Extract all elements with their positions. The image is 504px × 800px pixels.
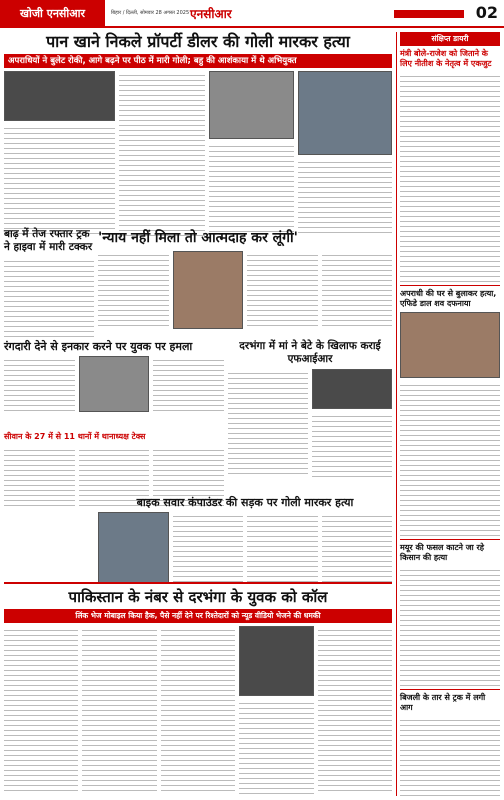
compounder-headline: बाइक सवार कंपाउंडर की सड़क पर गोली मारकर हत्या [136,496,354,509]
page-number: 02 [475,3,498,22]
truck-accident-text [4,257,94,337]
date-line: बिहार / दिल्ली, सोमवार 28 अगस्त 2025 [111,10,190,16]
pakistan-call-headline: पाकिस्तान के नंबर से दरभंगा के युवक को कॉल [4,582,392,607]
extortion-text [153,356,224,412]
lead-body-text [298,158,392,236]
lead-headline: पान खाने निकले प्रॉपर्टी डीलर की गोली मारकर हत्या [46,32,350,51]
crowd-mourning-photo [400,312,500,378]
brand-logo: खोजी एनसीआर [0,0,105,26]
pakistan-call-subhead: लिंक भेज मोबाइल किया हैक, पैसे नहीं देने पर रिश्तेदारों को न्यूड वीडियो भेजने की धमकी [4,609,392,623]
justice-story [98,228,392,331]
crime-scene-photo [209,71,294,139]
sidebar-item-4-headline: बिजली के तार से ट्रक में लगी आग [400,693,486,712]
compounder-text [247,512,318,584]
mother-fir-text [228,369,308,477]
crowd-photo [98,512,169,584]
sidebar-text [400,72,500,282]
police-photo [298,71,392,155]
mother-fir-headline: दरभंगा में मां ने बेटे के खिलाफ कराई एफआईआर [239,340,381,365]
siwan-story [4,430,224,506]
divider [400,285,500,286]
masthead [0,0,504,28]
lead-subhead: अपराधियों ने बुलेट रोकी, आगे बढ़ने पर पीठ में मारी गोली; बहु की आशंकाया में थे अभियुक्त [4,54,392,68]
truck-accident-story [4,228,94,337]
compounder-story [98,496,392,584]
sidebar [396,32,500,796]
justice-text [322,251,393,329]
compounder-text [173,512,244,584]
victim-portrait-photo [239,626,313,696]
lead-body-text [4,124,115,234]
divider [400,539,500,540]
pakistan-call-text [82,626,156,794]
compounder-text [322,512,393,584]
lead-story [4,32,392,241]
pakistan-call-text [239,699,313,794]
mother-fir-story [228,340,392,477]
sidebar-item-1-headline: मंत्री बोले-राजेश को जिताने के लिए नीतीश के नेतृत्व में एकजुट [400,49,492,68]
siwan-headline: सीवान के 27 में से 11 थानों में थानाध्यक्ष टेक्स [4,432,146,441]
extortion-text [4,356,75,412]
lead-body-text [119,71,204,236]
pakistan-call-text [4,626,78,794]
mother-fir-text [312,412,392,477]
justice-text [98,251,169,329]
truck-accident-headline: बाढ़ में तेज रफ्तार ट्रक ने हाइवा में मारी टक्कर [4,228,93,253]
siwan-text [4,446,75,506]
sidebar-text [400,716,500,796]
woman-protest-photo [173,251,244,329]
divider [400,689,500,690]
pakistan-call-story [4,582,392,794]
pakistan-call-text [161,626,235,794]
mother-photo [312,369,392,409]
victim-photo [4,71,115,121]
sidebar-item-2-headline: अपराधी की घर से बुलाकर हत्या, एफिडे डाल शव दफनाया [400,289,497,308]
section-title: एनसीआर [190,6,232,21]
header-accent-bar [394,10,464,18]
lead-body-text [209,142,294,236]
sidebar-item-3-headline: मयूर की फसल काटने जा रहे किसान की हत्या [400,543,485,562]
sidebar-text [400,566,500,686]
sidebar-tag: संक्षिप्त डायरी [400,32,500,46]
extortion-headline: रंगदारी देने से इनकार करने पर युवक पर हमला [4,340,193,353]
injured-youth-photo [79,356,150,412]
pakistan-call-text [318,626,392,794]
justice-headline: 'न्याय नहीं मिला तो आत्मदाह कर लूंगी' [98,230,298,246]
extortion-story [4,340,224,412]
justice-text [247,251,318,329]
sidebar-text [400,381,500,536]
